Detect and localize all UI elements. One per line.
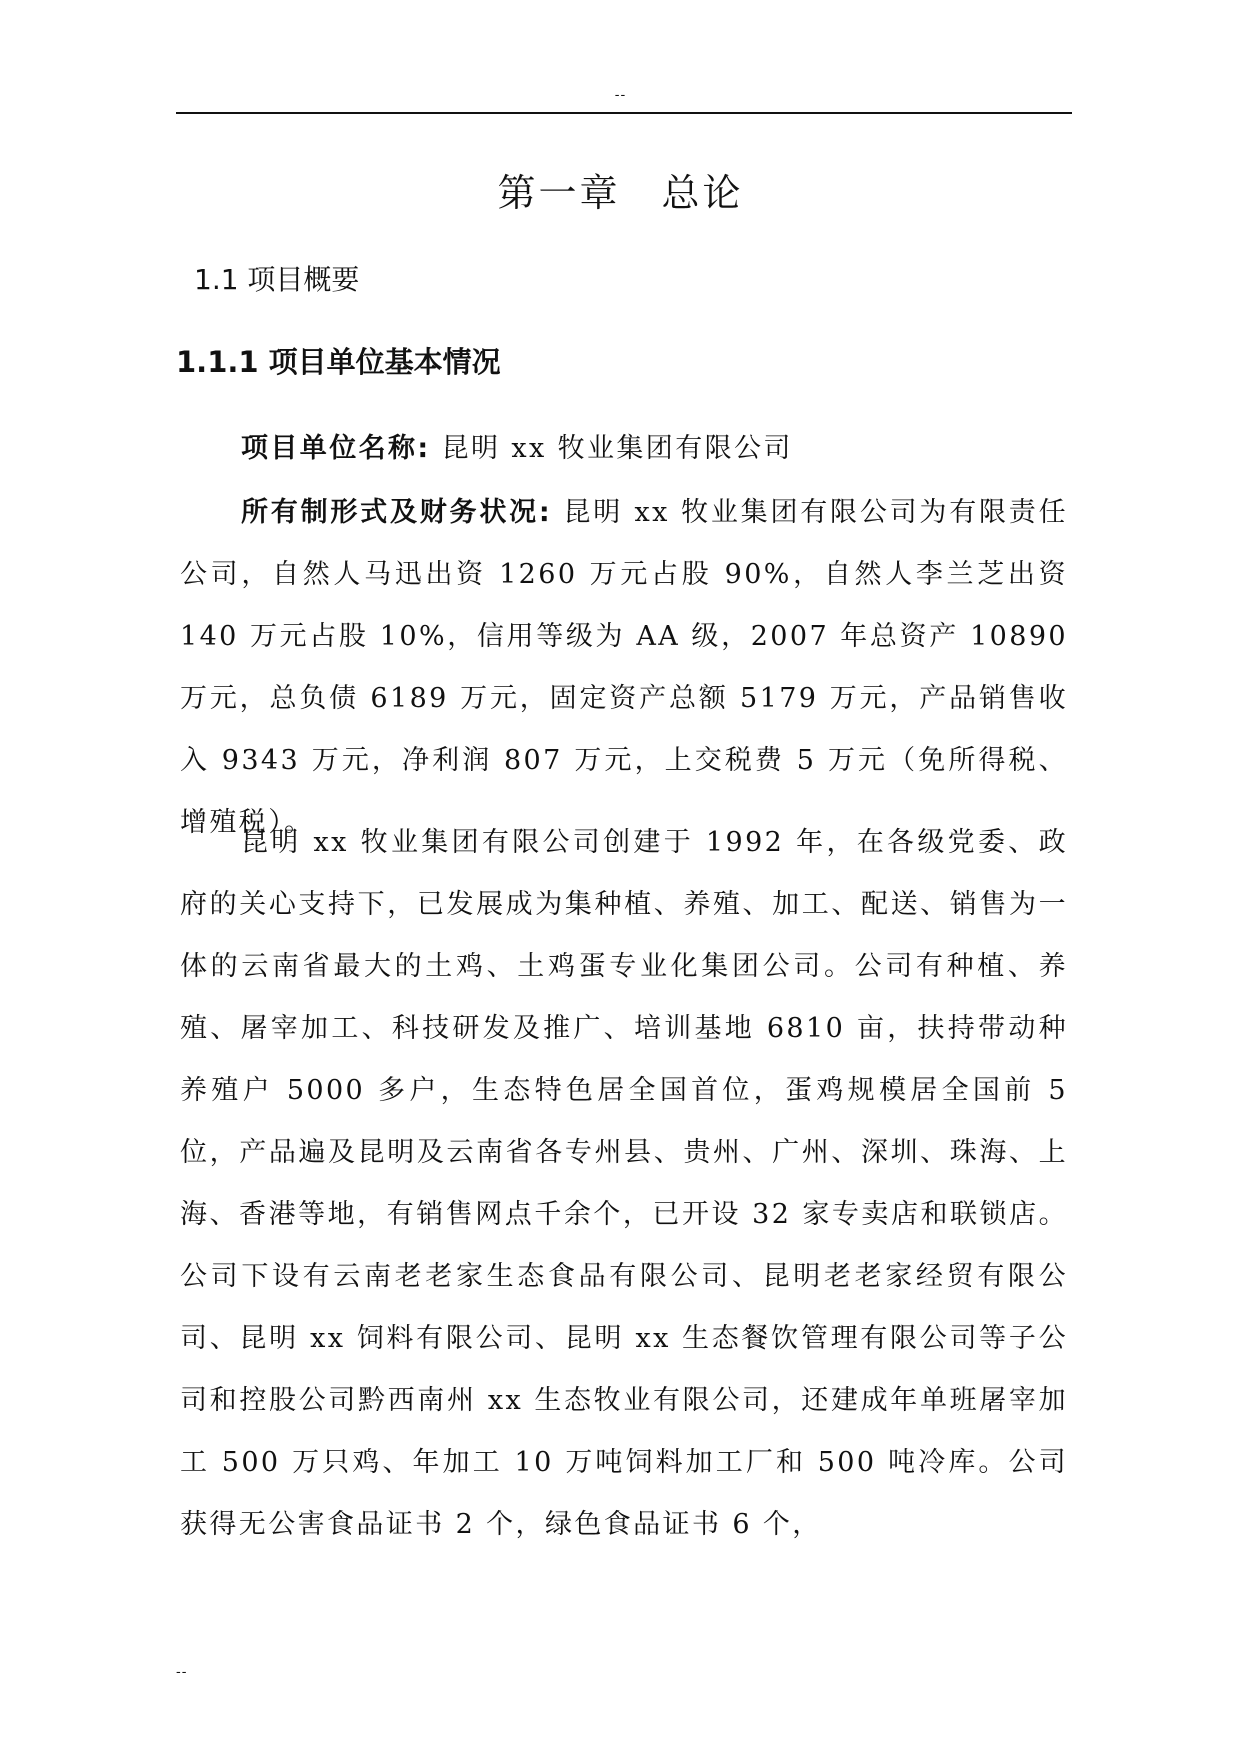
header-mark: -- <box>614 87 627 103</box>
subsection-heading: 1.1.1 项目单位基本情况 <box>176 345 501 379</box>
footer-mark: -- <box>176 1664 188 1680</box>
unit-name-label: 项目单位名称: <box>241 433 431 464</box>
ownership-label: 所有制形式及财务状况: <box>241 497 553 528</box>
unit-name-paragraph <box>180 418 1068 480</box>
company-intro-paragraph: 昆明 xx 牧业集团有限公司创建于 1992 年，在各级党委、政府的关心支持下，已发展成为集种植、养殖、加工、配送、销售为一体的云南省最大的土鸡、土鸡蛋专业化集团公司。公司有种植、养殖、屠宰加工、科技研发及推广、培训基地 6810 亩，扶持带动种养殖户 5000 多户，生态特色居全国首位，蛋鸡规模居全国前 5 位，产品遍及昆明及云南省各专州县、贵州、广州、深圳、珠海、上海、香港等地，有销售网点千余个，已开设 32 家专卖店和联锁店。公司下设有云南老老家生态食品有限公司、昆明老老家经贸有限公司、昆明 xx 饲料有限公司、昆明 xx 生态餐饮管理有限公司等子公司和控股公司黔西南州 xx 生态牧业有限公司，还建成年单班屠宰加工 500 万只鸡、年加工 10 万吨饲料加工厂和 500 吨冷库。公司获得无公害食品证书 2 个，绿色食品证书 6 个， <box>180 827 1068 1540</box>
ownership-value: 昆明 xx 牧业集团有限公司为有限责任公司，自然人马迅出资 1260 万元占股 90%，自然人李兰芝出资 140 万元占股 10%，信用等级为 AA 级，2007 年总资产 10890 万元，总负债 6189 万元，固定资产总额 5179 万元，产品销售收入 9343 万元，净利润 807 万元，上交税费 5 万元（免所得税、增殖税）。 <box>180 497 1068 838</box>
section-heading: 1.1 项目概要 <box>194 263 360 296</box>
unit-name-value: 昆明 xx 牧业集团有限公司 <box>430 433 793 464</box>
header-rule <box>176 112 1072 114</box>
chapter-title: 第一章 总论 <box>497 171 744 215</box>
ownership-paragraph <box>180 482 1068 854</box>
